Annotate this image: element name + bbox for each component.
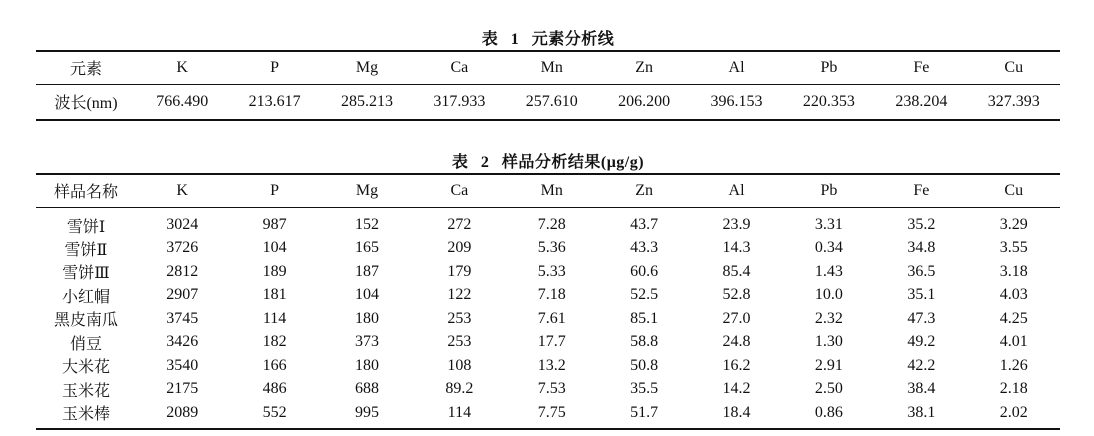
table-cell: 14.3: [722, 239, 751, 257]
table-cell: 89.2: [445, 380, 474, 398]
table-cell: 16.2: [722, 356, 751, 374]
table1-header-cell: Cu: [968, 51, 1060, 84]
table2-header-row: [36, 174, 1060, 207]
table-cell: 14.2: [722, 380, 751, 398]
table2-body: [36, 207, 1060, 429]
table1-header-label: 元素: [36, 51, 136, 84]
table1-cell: 238.204: [895, 92, 948, 110]
table-cell: 2089: [166, 403, 199, 421]
table-cell: 52.8: [722, 286, 751, 304]
sample-name-cell: 大米花: [61, 359, 110, 377]
table-cell: 35.1: [907, 286, 936, 304]
sample-name-cell: 小红帽: [61, 288, 110, 306]
table-cell: 49.2: [907, 333, 936, 351]
element-analysis-line-table: [36, 50, 1060, 121]
table-cell: 5.36: [537, 239, 566, 257]
table-cell: 688: [354, 380, 379, 398]
sample-name-cell: 俏豆: [69, 335, 102, 353]
table-cell: 35.5: [630, 380, 659, 398]
table-cell: 38.4: [907, 380, 936, 398]
table2-header-cell: P: [228, 174, 320, 207]
table-cell: 2.18: [999, 380, 1028, 398]
table-cell: 373: [354, 333, 379, 351]
table-cell: 85.4: [722, 262, 751, 280]
table-cell: 4.01: [999, 333, 1028, 351]
table-row: [36, 237, 1060, 261]
table-row: [36, 378, 1060, 402]
table-cell: 4.03: [999, 286, 1028, 304]
table-cell: 23.9: [722, 216, 751, 233]
table1-header-row: [36, 51, 1060, 84]
table-cell: 50.8: [630, 356, 659, 374]
sample-name-cell: 玉米棒: [61, 406, 110, 423]
table-cell: 42.2: [907, 356, 936, 374]
table1-cell: 206.200: [618, 92, 671, 110]
table-cell: 552: [262, 403, 287, 421]
table-cell: 114: [262, 309, 287, 327]
table-cell: 2175: [166, 380, 199, 398]
table-cell: 995: [354, 403, 379, 421]
table-row: [36, 331, 1060, 355]
table-cell: 2907: [166, 286, 199, 304]
table2-header-label: 样品名称: [36, 174, 136, 207]
table2-header-cell: K: [136, 174, 228, 207]
table2-header-cell: Pb: [783, 174, 875, 207]
table1-header-cell: Mn: [506, 51, 598, 84]
table2-header-cell: Cu: [968, 174, 1060, 207]
table-cell: 114: [447, 403, 472, 421]
table1-caption: 表 1 元素分析线: [481, 31, 615, 48]
table-cell: 34.8: [907, 239, 936, 257]
table-cell: 43.3: [630, 239, 659, 257]
table-row: [36, 354, 1060, 378]
table-cell: 3426: [166, 333, 199, 351]
table-row: [36, 307, 1060, 331]
table-cell: 3.31: [814, 216, 843, 233]
table-cell: 189: [262, 262, 287, 280]
table-cell: 3.55: [999, 239, 1028, 257]
table1-cell: 327.393: [987, 92, 1040, 110]
table-cell: 52.5: [630, 286, 659, 304]
table2-header-cell: Al: [690, 174, 782, 207]
table-cell: 2.91: [814, 356, 843, 374]
table-cell: 253: [447, 333, 472, 351]
table1-cell: 220.353: [802, 92, 855, 110]
table-cell: 85.1: [630, 309, 659, 327]
table-cell: 3.29: [999, 216, 1028, 233]
table-cell: 253: [447, 309, 472, 327]
table-cell: 1.43: [814, 262, 843, 280]
table-cell: 35.2: [907, 216, 936, 233]
sample-name-cell: 玉米花: [61, 382, 110, 400]
table-cell: 0.34: [814, 239, 843, 257]
table1-wavelength-row: [36, 84, 1060, 120]
table-cell: 3.18: [999, 262, 1028, 280]
table1-cell: 257.610: [525, 92, 578, 110]
table-cell: 180: [354, 309, 379, 327]
sample-name-cell: 雪饼Ⅲ: [62, 265, 110, 283]
table1-cell: 285.213: [340, 92, 393, 110]
table2-header-cell: Fe: [875, 174, 967, 207]
table-cell: 165: [354, 239, 379, 257]
table-cell: 10.0: [814, 286, 843, 304]
table-cell: 7.61: [537, 309, 566, 327]
table1-cell: 213.617: [248, 92, 301, 110]
table-cell: 187: [354, 262, 379, 280]
table1-header-cell: Al: [690, 51, 782, 84]
table-cell: 5.33: [537, 262, 566, 280]
table2-header-cell: Zn: [598, 174, 690, 207]
table-cell: 17.7: [537, 333, 566, 351]
table-cell: 182: [262, 333, 287, 351]
table-cell: 18.4: [722, 403, 751, 421]
table-cell: 486: [262, 380, 287, 398]
table-cell: 7.53: [537, 380, 566, 398]
table2-header-cell: Ca: [413, 174, 505, 207]
table-cell: 122: [447, 286, 472, 304]
table-cell: 13.2: [537, 356, 566, 374]
table2-header-cell: Mn: [506, 174, 598, 207]
table-cell: 104: [262, 239, 287, 257]
table-cell: 3726: [166, 239, 199, 257]
table-cell: 3024: [166, 216, 199, 233]
table-cell: 166: [262, 356, 287, 374]
table-cell: 38.1: [907, 403, 936, 421]
table-cell: 987: [262, 216, 287, 233]
table-cell: 2812: [166, 262, 199, 280]
table-row: [36, 207, 1060, 237]
table-cell: 3745: [166, 309, 199, 327]
table-cell: 7.18: [537, 286, 566, 304]
table-cell: 2.02: [999, 403, 1028, 421]
sample-name-cell: 雪饼Ⅰ: [66, 218, 106, 236]
table1-cell: 396.153: [710, 92, 763, 110]
table-cell: 104: [354, 286, 379, 304]
table-row: [36, 284, 1060, 308]
table-cell: 272: [447, 216, 472, 233]
table1-header-cell: Zn: [598, 51, 690, 84]
table-cell: 1.26: [999, 356, 1028, 374]
table-cell: 180: [354, 356, 379, 374]
table-cell: 43.7: [630, 216, 659, 233]
table-cell: 24.8: [722, 333, 751, 351]
sample-analysis-results-table: [36, 173, 1060, 430]
table-cell: 2.50: [814, 380, 843, 398]
table1-header-cell: Ca: [413, 51, 505, 84]
table2-header-cell: Mg: [321, 174, 413, 207]
table-cell: 47.3: [907, 309, 936, 327]
table-cell: 60.6: [630, 262, 659, 280]
table-cell: 108: [447, 356, 472, 374]
table-cell: 209: [447, 239, 472, 257]
table1-cell: 317.933: [433, 92, 486, 110]
table-cell: 7.75: [537, 403, 566, 421]
table-cell: 181: [262, 286, 287, 304]
table1-header-cell: K: [136, 51, 228, 84]
table-cell: 27.0: [722, 309, 751, 327]
table-cell: 4.25: [999, 309, 1028, 327]
table-row: [36, 260, 1060, 284]
table-cell: 36.5: [907, 262, 936, 280]
table1-row-label: 波长(nm): [54, 95, 118, 113]
table1-header-cell: P: [228, 51, 320, 84]
table-cell: 0.86: [814, 403, 843, 421]
table-cell: 152: [354, 216, 379, 233]
table1-cell: 766.490: [156, 92, 209, 110]
table-cell: 58.8: [630, 333, 659, 351]
table-cell: 2.32: [814, 309, 843, 327]
table1-header-cell: Pb: [783, 51, 875, 84]
sample-name-cell: 黑皮南瓜: [53, 312, 118, 330]
table-cell: 3540: [166, 356, 199, 374]
table2-caption: 表 2 样品分析结果(μg/g): [451, 154, 645, 171]
table-cell: 7.28: [537, 216, 566, 233]
table-row: [36, 401, 1060, 429]
sample-name-cell: 雪饼Ⅱ: [64, 241, 108, 259]
table1-header-cell: Mg: [321, 51, 413, 84]
table-cell: 51.7: [630, 403, 659, 421]
table-cell: 1.30: [814, 333, 843, 351]
table-cell: 179: [447, 262, 472, 280]
table1-header-cell: Fe: [875, 51, 967, 84]
